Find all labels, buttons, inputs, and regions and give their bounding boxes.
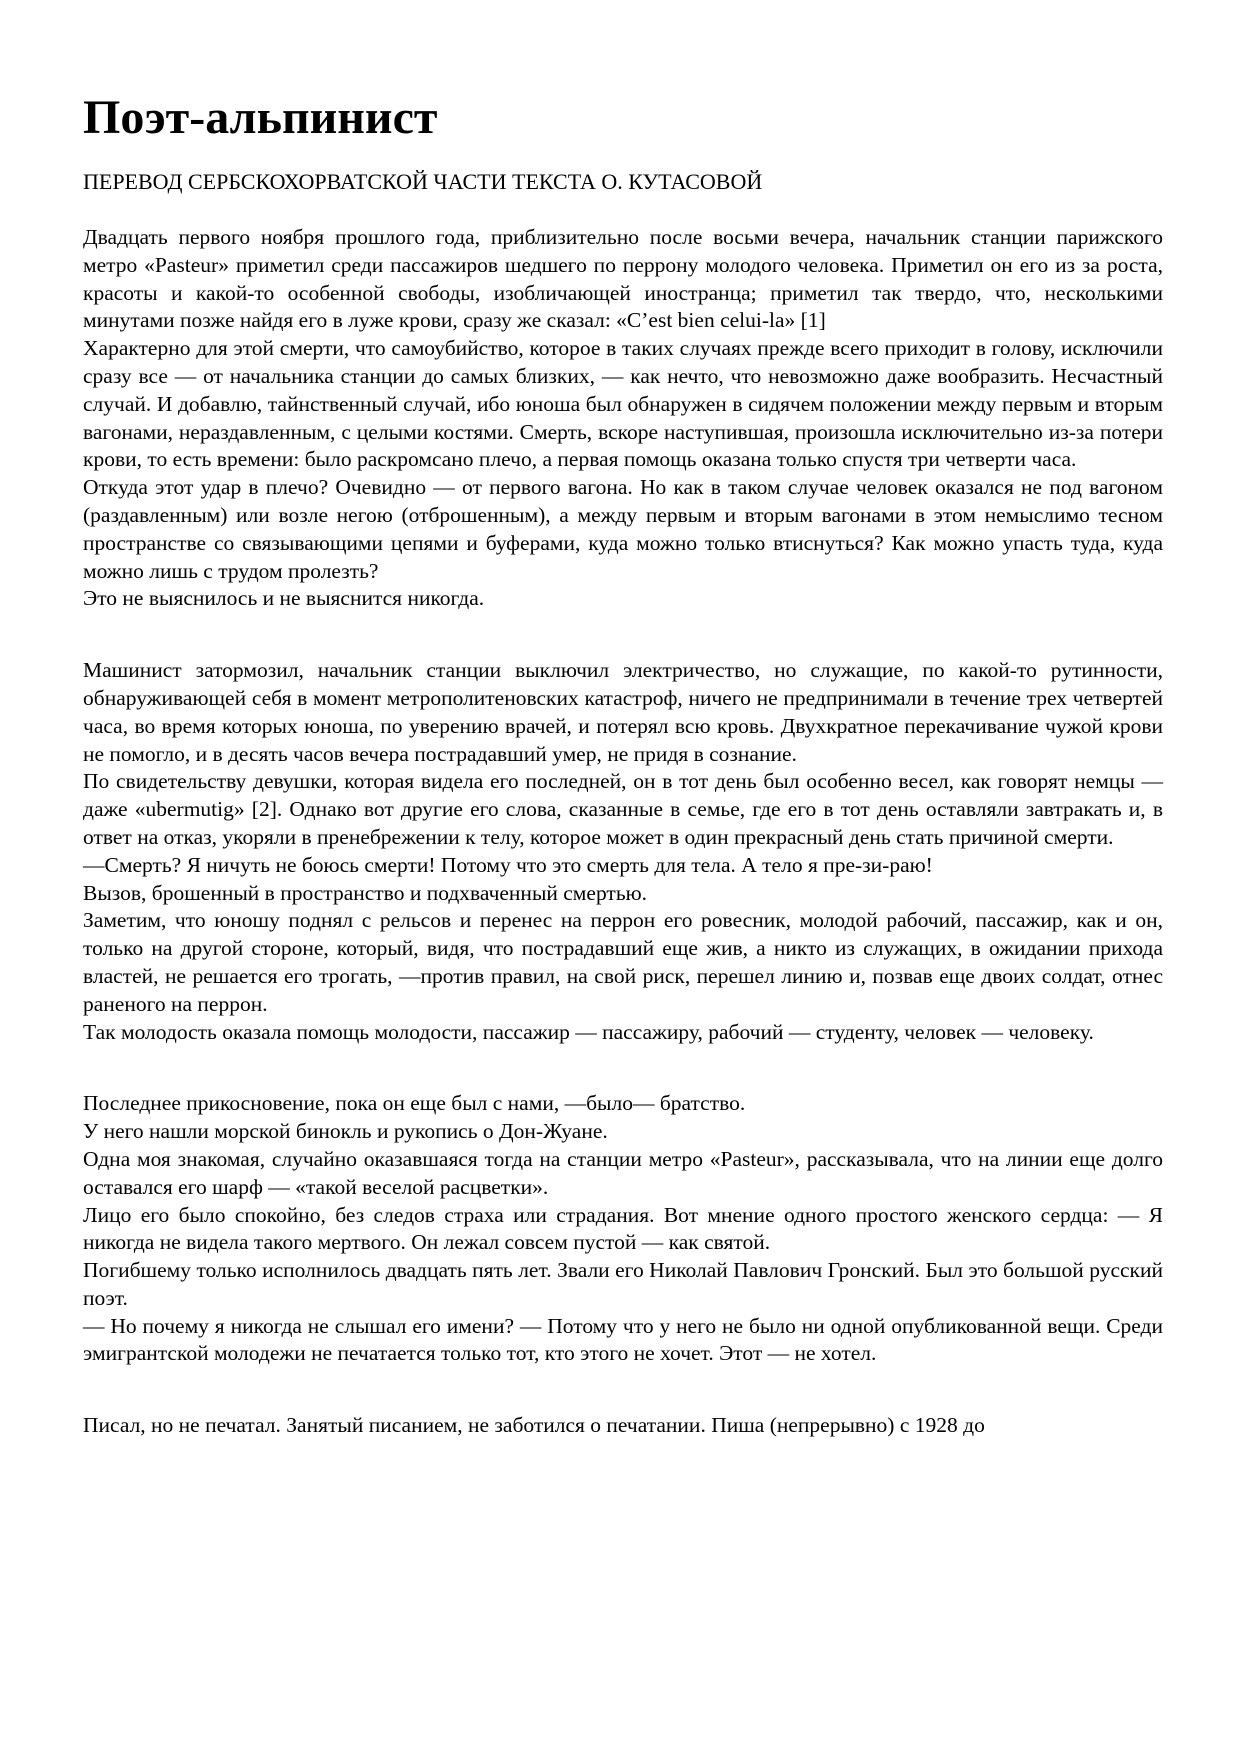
- paragraph: Писал, но не печатал. Занятый писанием, не заботился о печатании. Пиша (непрерывно) с 1928 до: [83, 1413, 985, 1438]
- paragraph: Так молодость оказала помощь молодости, пассажир — пассажиру, рабочий — студенту, человек — человеку.: [83, 1019, 1094, 1044]
- paragraph: Машинист затормозил, начальник станции выключил электричество, но служащие, по какой-то рутинности, обнаруживающей себя в момент метрополитеновских катастроф, ничего не предпринимали в течение трех четвертей часа, во время которых юноша, по уверению врачей, и потерял всю кровь. Двухкратное перекачивание чужой крови не помогло, и в десять часов вечера пострадавший умер, не придя в сознание.: [83, 658, 1163, 766]
- paragraph: Характерно для этой смерти, что самоубийство, которое в таких случаях прежде всего приходит в голову, исключили сразу все — от начальника станции до самых близких, — как нечто, что невозможно даже вообразить. Несчастный случай. И добавлю, тайнственный случай, ибо юноша был обнаружен в сидячем положении между первым и вторым вагонами, нераздавленным, с целыми костями. Смерть, вскоре наступившая, произошла исключительно из-за потери крови, то есть времени: было раскромсано плечо, а первая помощь оказана только спустя три четверти часа.: [83, 336, 1163, 472]
- paragraph: — Но почему я никогда не слышал его имени? — Потому что у него не было ни одной опубликованной вещи. Среди эмигрантской молодежи не печатается только тот, кто этого не хочет. Этот — не хотел.: [83, 1313, 1163, 1366]
- document-title: Поэт-альпинист: [83, 91, 438, 144]
- paragraph: Одна моя знакомая, случайно оказавшаяся тогда на станции метро «Pasteur», рассказывала, что на линии еще долго оставался его шарф — «такой веселой расцветки».: [83, 1146, 1163, 1199]
- section-4: [83, 1412, 1163, 1440]
- paragraph: У него нашли морской бинокль и рукопись о Дон-Жуане.: [83, 1119, 608, 1144]
- section-gap: [83, 1368, 1163, 1412]
- document-body: [83, 224, 1163, 1440]
- section-gap: [83, 1046, 1163, 1090]
- paragraph: Заметим, что юношу поднял с рельсов и перенес на перрон его ровесник, молодой рабочий, пассажир, как и он, только на другой стороне, который, видя, что пострадавший еще жив, а никто из служащих, в ожидании прихода властей, не решается его трогать, —против правил, на свой риск, перешел линию и, позвав еще двоих солдат, отнес раненого на перрон.: [83, 908, 1163, 1016]
- paragraph: Двадцать первого ноября прошлого года, приблизительно после восьми вечера, начальник станции парижского метро «Pasteur» приметил среди пассажиров шедшего по перрону молодого человека. Приметил он его из за роста, красоты и какой-то особенной свободы, изобличающей иностранца; приметил так твердо, что, несколькими минутами позже найдя его в луже крови, сразу же сказал: «C’est bien celui-la» [1]: [83, 225, 1163, 333]
- paragraph: Вызов, брошенный в пространство и подхваченный смертью.: [83, 880, 648, 905]
- paragraph: Последнее прикосновение, пока он еще был с нами, —было— братство.: [83, 1091, 746, 1116]
- paragraph: Это не выяснилось и не выяснится никогда.: [83, 586, 485, 611]
- document-page: [83, 88, 1163, 1440]
- section-gap: [83, 613, 1163, 657]
- document-subtitle: ПЕРЕВОД СЕРБСКОХОРВАТСКОЙ ЧАСТИ ТЕКСТА О. КУТАСОВОЙ: [83, 169, 763, 194]
- paragraph: По свидетельству девушки, которая видела его последней, он в тот день был особенно весел, как говорят немцы — даже «ubermutig» [2]. Однако вот другие его слова, сказанные в семье, где его в тот день оставляли завтракать и, в ответ на отказ, укоряли в пренебрежении к телу, которое может в один прекрасный день стать причиной смерти.: [83, 769, 1163, 849]
- paragraph: Погибшему только исполнилось двадцать пять лет. Звали его Николай Павлович Гронский. Был это большой русский поэт.: [83, 1258, 1163, 1310]
- section-2: [83, 657, 1163, 1046]
- paragraph: —Смерть? Я ничуть не боюсь смерти! Потому что это смерть для тела. А тело я пре-зи-раю!: [83, 852, 933, 877]
- section-3: [83, 1090, 1163, 1368]
- paragraph: Откуда этот удар в плечо? Очевидно — от первого вагона. Но как в таком случае человек оказался не под вагоном (раздавленным) или возле негою (отброшенным), а между первым и вторым вагонами в этом немыслимо тесном пространстве со связывающими цепями и буферами, куда можно только втиснуться? Как можно упасть туда, куда можно лишь с трудом пролезть?: [83, 475, 1163, 583]
- paragraph: Лицо его было спокойно, без следов страха или страдания. Вот мнение одного простого женского сердца: — Я никогда не видела такого мертвого. Он лежал совсем пустой — как святой.: [83, 1202, 1163, 1255]
- section-1: [83, 224, 1163, 613]
